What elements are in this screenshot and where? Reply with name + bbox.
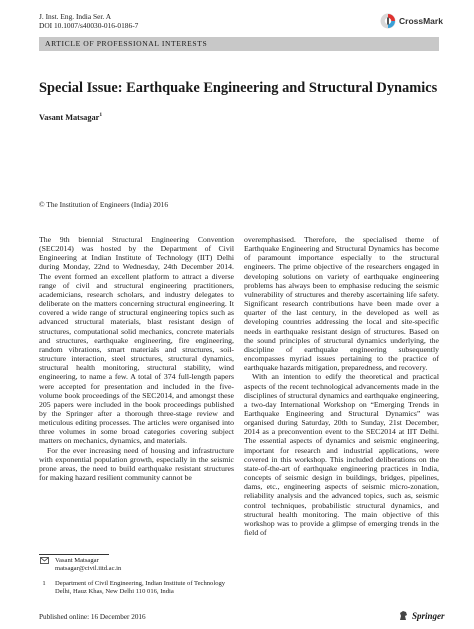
springer-horse-icon <box>398 610 409 621</box>
journal-name: J. Inst. Eng. India Ser. A <box>39 12 112 21</box>
affiliation-text: Department of Civil Engineering, Indian Institute of Technology Delhi, Hauz Khas, New Delhi 110 016, India <box>55 580 226 595</box>
footnote-author-name: Vasant Matsagar <box>55 557 99 564</box>
journal-header <box>39 12 138 30</box>
crossmark-icon <box>380 13 396 29</box>
published-date: Published online: 16 December 2016 <box>39 613 146 621</box>
email-link[interactable]: matsagar@civil.iitd.ac.in <box>55 565 122 572</box>
publisher-name: Springer <box>412 610 445 621</box>
corresponding-author-footnote <box>39 557 121 573</box>
crossmark-label: CrossMark <box>399 16 443 26</box>
paragraph: The 9th biennial Structural Engineering Convention (SEC2014) was hosted by the Department of Civil Engineering at Indian Institute of Technology (IIT) Delhi during Monday, 22nd to Wednesday, 24th December 2014. The event formed an excellent platform to attract a diverse range of civil and structural engineering practitioners, academicians, research scholars, and industry delegates to deliberate on the matters concerning structural engineering. It covered a wide range of structural engineering topics such as advanced structural materials, blast resistant design of structures, computational solid mechanics, concrete materials and structures, earthquake engineering, fire engineering, random vibrations, smart materials and structures, soil-structure interaction, steel structures, structural dynamics, structural health monitoring, structural stability, wind engineering, to name a few. A total of 374 full-length papers were accepted for presentation and included in the five-volume book proceedings of the SEC2014, and amongst these 205 papers were included in the book proceedings published by the Springer after a thorough three-stage review and meticulous editing processes. The articles were organised into three volumes in some broad categories covering subject matters on mechanics, dynamics, and materials. <box>39 235 234 446</box>
affiliation-mark: 1 <box>42 580 46 587</box>
copyright: © The Institution of Engineers (India) 2016 <box>39 200 169 209</box>
author-affil-mark: 1 <box>99 112 103 118</box>
author <box>39 112 102 122</box>
envelope-icon <box>39 557 49 573</box>
paragraph: With an intention to edify the theoretical and practical aspects of the recent technological advancements made in the disciplines of structural dynamics and earthquake engineering, a two-day International Workshop on “Emerging Trends in Earthquake Engineering and Structural Dynamics” was organised during Saturday, 20th to Sunday, 21st December, 2014 as a preconvention event to the SEC2014 at IIT Delhi. The essential aspects of dynamics and seismic engineering, important for research and industrial applications, were covered in this workshop. This included deliberations on the state-of-the-art of earthquake engineering practices in India, concepts of seismic design in buildings, bridges, pipelines, dams, etc., engineering aspects of seismic micro-zonation, reliability analysis and the advanced topics, such as, seismic control techniques, probabilistic structural dynamics, and structural health monitoring. The main objective of this workshop was to provide a glimpse of emerging trends in the field of <box>244 372 439 537</box>
paragraph: overemphasised. Therefore, the specialised theme of Earthquake Engineering and Structural Dynamics has become of paramount importance especially to the structural engineers. The prime objective of the researchers engaged in developing solutions on variety of earthquake engineering problems has always been to emphasise reducing the seismic vulnerability of structures and thereby ascertaining life safety. Significant research contributions have been made over a quarter of the last century, in the developed as well as developing countries addressing the local and site-specific needs in earthquake resistant design of structures. Based on the sound principles of structural dynamics underlying, the discipline of earthquake engineering subsequently encompasses myriad issues pertaining to the practice of earthquake hazards mitigation, preparedness, and recovery. <box>244 235 439 373</box>
affiliation-footnote <box>39 580 234 596</box>
footnote-divider <box>39 554 109 555</box>
body-column-left <box>39 235 234 482</box>
publisher-logo <box>398 610 445 621</box>
article-title: Special Issue: Earthquake Engineering and Structural Dynamics <box>39 80 438 96</box>
body-column-right <box>244 235 439 537</box>
article-type-banner: ARTICLE OF PROFESSIONAL INTERESTS <box>39 37 439 51</box>
crossmark-badge[interactable] <box>380 13 443 29</box>
author-name: Vasant Matsagar <box>39 112 100 122</box>
doi: DOI 10.1007/s40030-016-0186-7 <box>39 21 139 31</box>
paragraph: For the ever increasing need of housing and infrastructure with exponential population growth, especially in the seismic prone areas, the need to build earthquake resistant structures for making hazard resilient community cannot be <box>39 445 234 483</box>
